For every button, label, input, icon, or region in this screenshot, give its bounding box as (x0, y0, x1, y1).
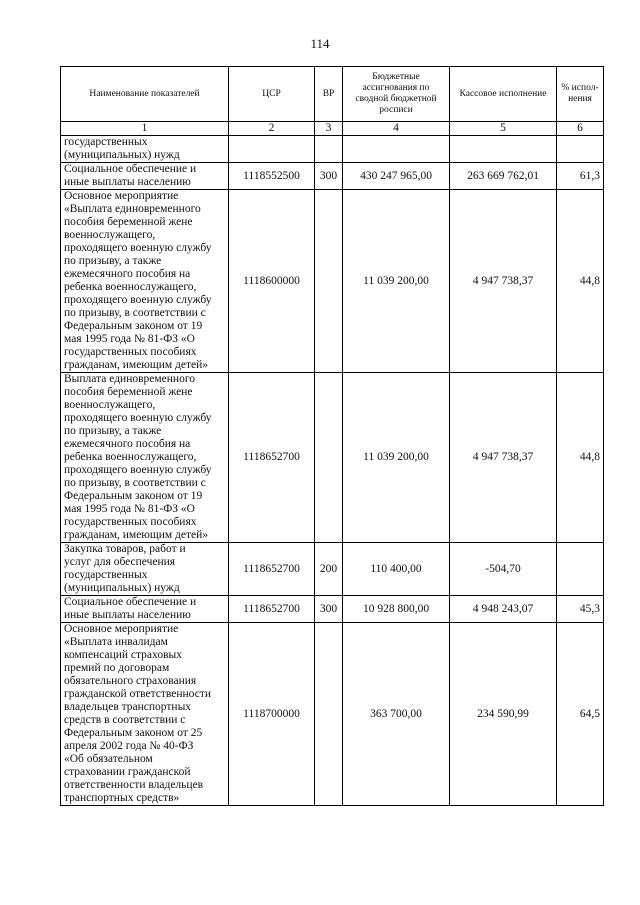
execution-percent (557, 543, 604, 596)
indicator-name: Социальное обеспечение и иные выплаты населению (61, 163, 229, 190)
table-row (61, 373, 604, 543)
csr-code: 1118652700 (229, 373, 315, 543)
indicator-name: государственных (муниципальных) нужд (61, 136, 229, 163)
header-execution-percent: % испол-нения (557, 67, 604, 122)
header-cash-execution: Кассовое исполнение (450, 67, 557, 122)
indicator-name: Социальное обеспечение и иные выплаты населению (61, 596, 229, 623)
vr-code: 200 (315, 543, 343, 596)
indicator-name: Основное мероприятие «Выплата инвалидам компенсаций страховых премий по договорам обязательного страхования гражданской ответственности владельцев транспортных средств в соответствии с Федеральным законом от 25 апреля 2002 года № 40-ФЗ «Об обязательном страховании гражданской ответственности владельцев транспортных средств» (61, 623, 229, 806)
execution-percent: 45,3 (557, 596, 604, 623)
column-number-row (61, 122, 604, 136)
vr-code (315, 136, 343, 163)
budget-amount: 110 400,00 (343, 543, 450, 596)
vr-code (315, 373, 343, 543)
budget-amount: 10 928 800,00 (343, 596, 450, 623)
table-row (61, 163, 604, 190)
cash-amount: 4 947 738,37 (450, 190, 557, 373)
cash-amount (450, 136, 557, 163)
csr-code: 1118700000 (229, 623, 315, 806)
csr-code: 1118652700 (229, 543, 315, 596)
execution-percent (557, 136, 604, 163)
vr-code (315, 623, 343, 806)
execution-percent: 44,8 (557, 190, 604, 373)
header-csr: ЦСР (229, 67, 315, 122)
execution-percent: 44,8 (557, 373, 604, 543)
table-row (61, 596, 604, 623)
budget-amount (343, 136, 450, 163)
cash-amount: 234 590,99 (450, 623, 557, 806)
table-row (61, 136, 604, 163)
header-row (61, 67, 604, 122)
execution-percent: 61,3 (557, 163, 604, 190)
budget-amount: 363 700,00 (343, 623, 450, 806)
budget-execution-table (60, 66, 604, 806)
budget-amount: 11 039 200,00 (343, 190, 450, 373)
header-indicator-name: Наименование показателей (61, 67, 229, 122)
csr-code: 1118652700 (229, 596, 315, 623)
indicator-name: Выплата единовременного пособия беременной жене военнослужащего, проходящего военную службу по призыву, а также ежемесячного пособия на ребенка военнослужащего, проходящего военную службу по призыву, в соответствии с Федеральным законом от 19 мая 1995 года № 81-ФЗ «О государственных пособиях гражданам, имеющим детей» (61, 373, 229, 543)
column-number: 3 (315, 122, 343, 136)
budget-amount: 430 247 965,00 (343, 163, 450, 190)
cash-amount: 4 948 243,07 (450, 596, 557, 623)
column-number: 6 (557, 122, 604, 136)
column-number: 5 (450, 122, 557, 136)
table-row (61, 543, 604, 596)
column-number: 4 (343, 122, 450, 136)
execution-percent: 64,5 (557, 623, 604, 806)
header-vr: ВР (315, 67, 343, 122)
table-row (61, 623, 604, 806)
vr-code: 300 (315, 163, 343, 190)
cash-amount: 263 669 762,01 (450, 163, 557, 190)
csr-code (229, 136, 315, 163)
vr-code (315, 190, 343, 373)
csr-code: 1118552500 (229, 163, 315, 190)
header-budget-allocations: Бюджетные ассигнования по сводной бюджетной росписи (343, 67, 450, 122)
column-number: 2 (229, 122, 315, 136)
indicator-name: Закупка товаров, работ и услуг для обеспечения государственных (муниципальных) нужд (61, 543, 229, 596)
budget-amount: 11 039 200,00 (343, 373, 450, 543)
column-number: 1 (61, 122, 229, 136)
cash-amount: -504,70 (450, 543, 557, 596)
csr-code: 1118600000 (229, 190, 315, 373)
cash-amount: 4 947 738,37 (450, 373, 557, 543)
vr-code: 300 (315, 596, 343, 623)
indicator-name: Основное мероприятие «Выплата единовременного пособия беременной жене военнослужащего, проходящего военную службу по призыву, а также ежемесячного пособия на ребенка военнослужащего, проходящего военную службу по призыву, в соответствии с Федеральным законом от 19 мая 1995 года № 81-ФЗ «О государственных пособиях гражданам, имеющим детей» (61, 190, 229, 373)
table-row (61, 190, 604, 373)
page-number: 114 (310, 36, 330, 51)
